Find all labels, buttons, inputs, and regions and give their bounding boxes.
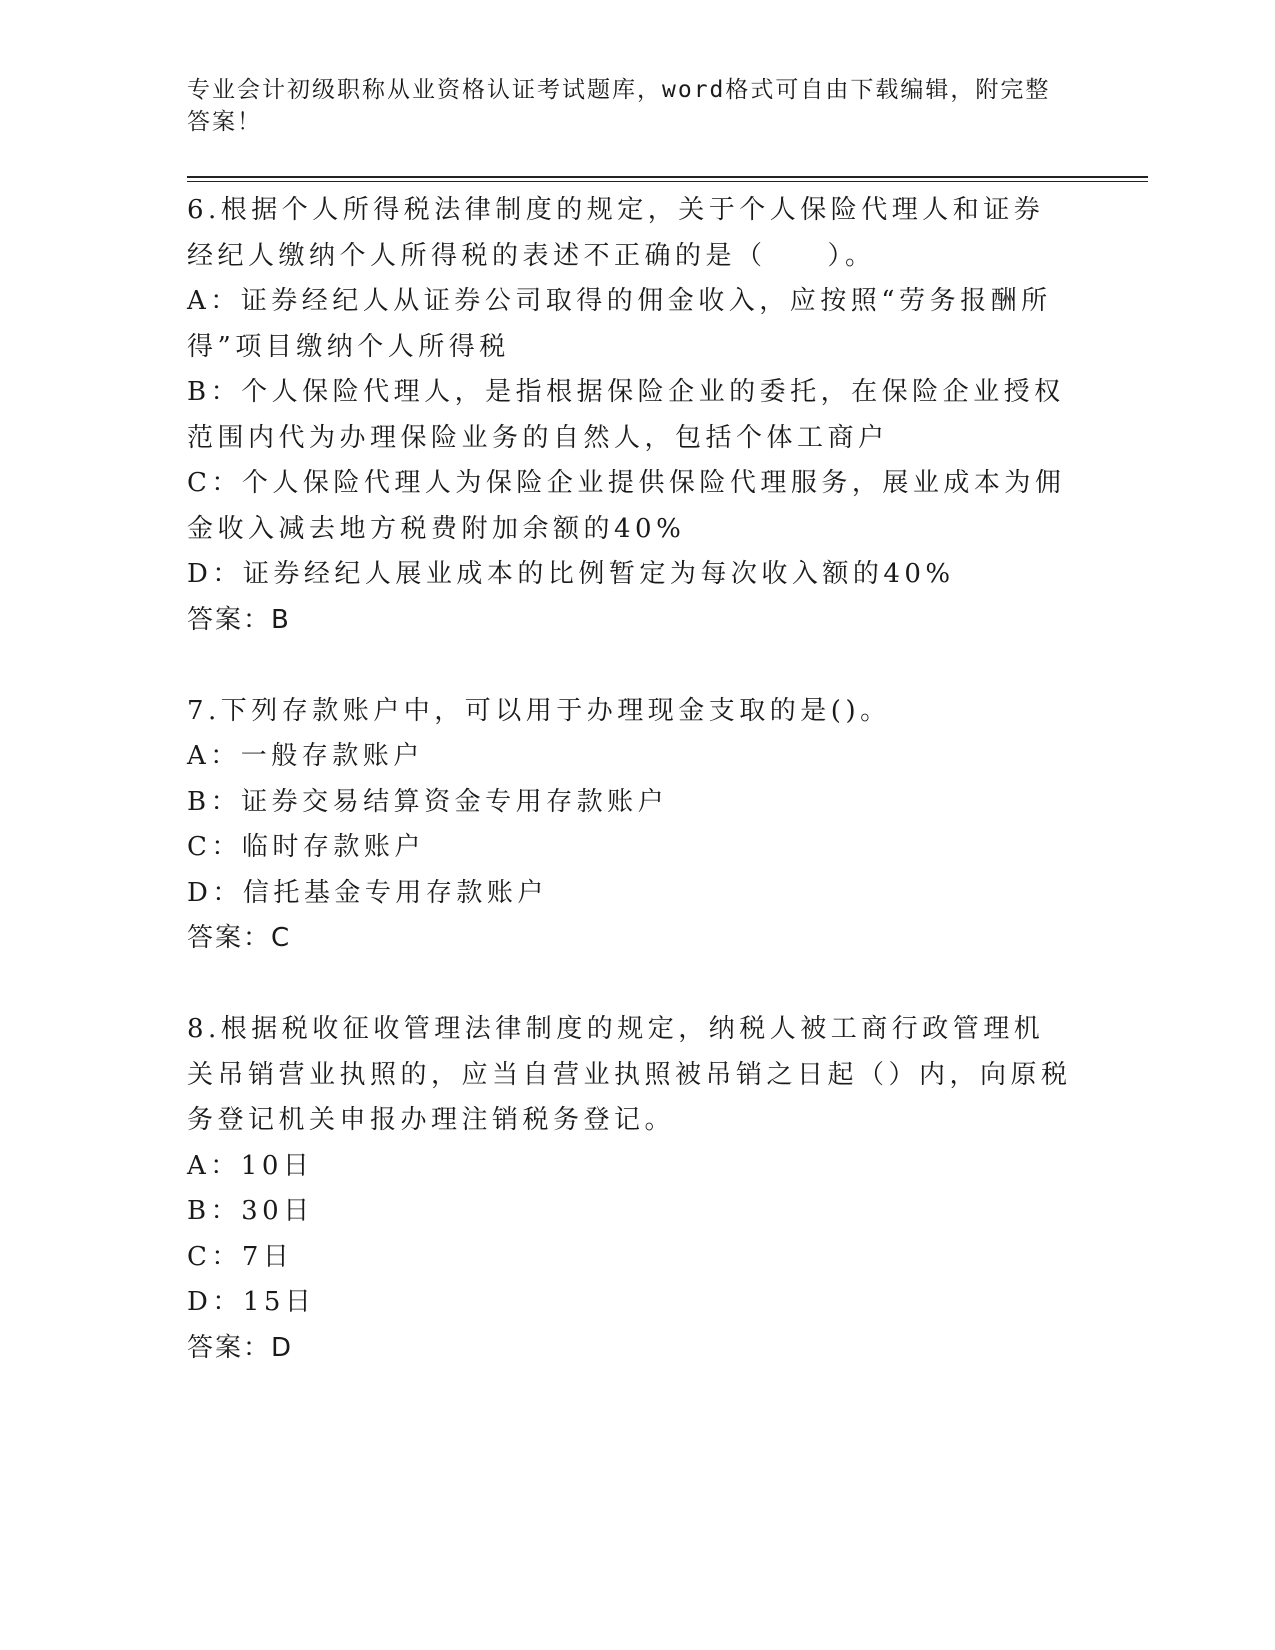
option-a: A：证券经纪人从证券公司取得的佣金收入，应按照“劳务报酬所得”项目缴纳个人所得税 (187, 286, 1052, 362)
answer-label: 答案：B (187, 604, 291, 635)
question-stem: 7.下列存款账户中，可以用于办理现金支取的是()。 (187, 695, 891, 726)
answer-label: 答案：C (187, 923, 292, 953)
option-b: B：个人保险代理人，是指根据保险企业的委托，在保险企业授权范围内代为办理保险业务的自然人，包括个体工商户 (187, 377, 1065, 453)
option-c: C：临时存款账户 (187, 832, 425, 862)
option-d: D：证券经纪人展业成本的比例暂定为每次收入额的40% (187, 559, 955, 589)
question-gap (187, 962, 1087, 1008)
question-stem: 6.根据个人所得税法律制度的规定，关于个人保险代理人和证券经纪人缴纳个人所得税的表述不正确的是（ ）。 (187, 195, 1045, 271)
option-c: C：个人保险代理人为保险企业提供保险代理服务，展业成本为佣金收入减去地方税费附加余额的40% (187, 468, 1066, 544)
header-note: 专业会计初级职称从业资格认证考试题库，word格式可自由下载编辑，附完整答案！ (187, 77, 1051, 135)
option-d: D：信托基金专用存款账户 (187, 877, 548, 908)
question-gap (187, 643, 1087, 689)
question-8 (187, 1007, 1087, 1371)
option-d: D：15日 (187, 1287, 316, 1317)
header-divider-thick (187, 176, 1148, 178)
option-b: B：证券交易结算资金专用存款账户 (187, 786, 669, 817)
question-7 (187, 689, 1087, 962)
question-list (187, 188, 1087, 1371)
header-divider-thin (187, 181, 1148, 182)
option-c: C：7日 (187, 1241, 294, 1272)
answer-label: 答案：D (187, 1332, 294, 1363)
option-b: B：30日 (187, 1196, 314, 1226)
option-a: A：一般存款账户 (187, 741, 424, 771)
option-a: A：10日 (187, 1150, 314, 1181)
question-stem: 8.根据税收征收管理法律制度的规定，纳税人被工商行政管理机关吊销营业执照的，应当自营业执照被吊销之日起（）内，向原税务登记机关申报办理注销税务登记。 (187, 1014, 1072, 1135)
question-6 (187, 188, 1087, 643)
